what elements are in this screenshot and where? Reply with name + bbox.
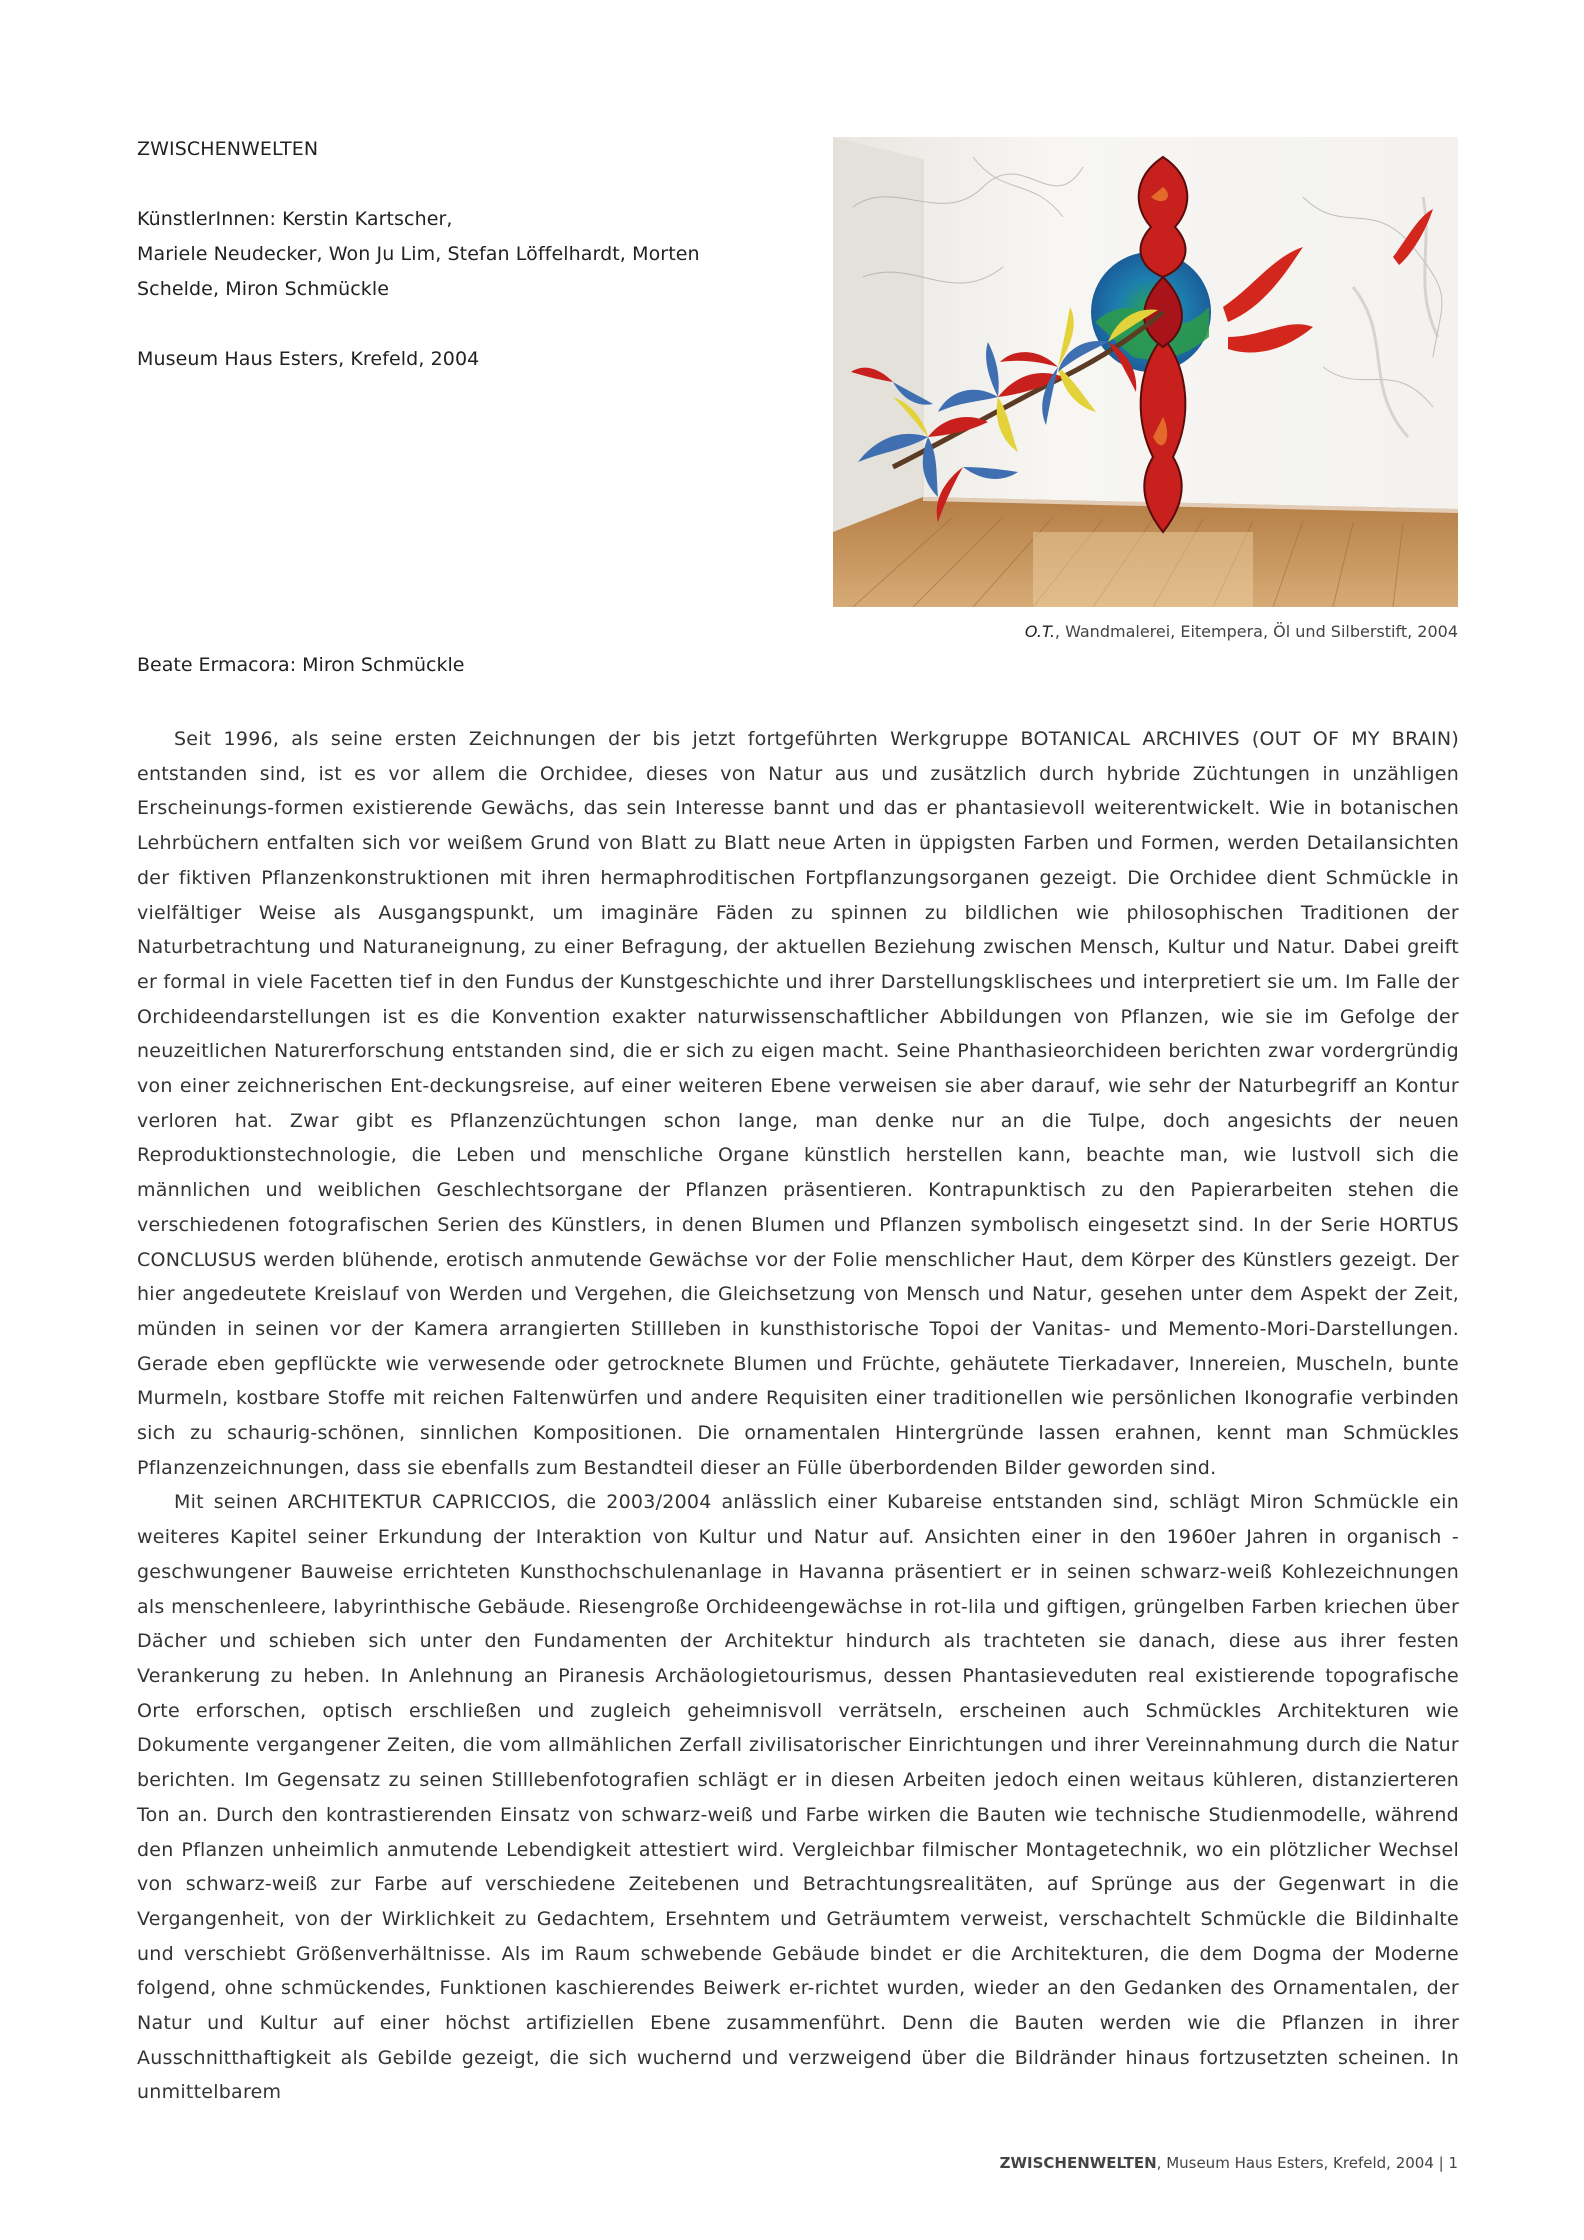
caption-details: , Wandmalerei, Eitempera, Öl und Silberstift, 2004 xyxy=(1054,622,1458,641)
artists-line-1: KünstlerInnen: Kerstin Kartscher, xyxy=(137,208,453,230)
footer-publication: ZWISCHENWELTEN xyxy=(999,2154,1157,2172)
paragraph: Seit 1996, als seine ersten Zeichnungen der bis jetzt fortgeführten Werkgruppe BOTANICAL ARCHIVES (OUT OF MY BRAIN) entstanden sind, ist es vor allem die Orchidee, dieses von Natur aus und zusätzlich durch hybride Züchtungen in unzähligen Erscheinungs-formen existierende Gewächs, das sein Interesse bannt und das er phantasievoll weiterentwickelt. Wie in botanischen Lehrbüchern entfalten sich vor weißem Grund von Blatt zu Blatt neue Arten in üppigsten Farben und Formen, werden Detailansichten der fiktiven Pflanzenkonstruktionen mit ihren hermaphroditischen Fortpflanzungsorganen gezeigt. Die Orchidee dient Schmückle in vielfältiger Weise als Ausgangspunkt, um imaginäre Fäden zu spinnen zu bildlichen wie philosophischen Traditionen der Naturbetrachtung und Naturaneignung, zu einer Befragung, der aktuellen Beziehung zwischen Mensch, Kultur und Natur. Dabei greift er formal in viele Facetten tief in den Fundus der Kunstgeschichte und ihrer Darstellungsklischees und interpretiert sie um. Im Falle der Orchideendarstellungen ist es die Konvention exakter naturwissenschaftlicher Abbildungen von Pflanzen, wie sie im Gefolge der neuzeitlichen Naturerforschung entstanden sind, die er sich zu eigen macht. Seine Phanthasieorchideen berichten zwar vordergründig von einer zeichnerischen Ent-deckungsreise, auf einer weiteren Ebene verweisen sie aber darauf, wie sehr der Naturbegriff an Kontur verloren hat. Zwar gibt es Pflanzenzüchtungen schon lange, man denke nur an die Tulpe, doch angesichts der neuen Reproduktionstechnologie, die Leben und menschliche Organe künstlich herstellen kann, beachte man, wie lustvoll sich die männlichen und weiblichen Geschlechtsorgane der Pflanzen präsentieren. Kontrapunktisch zu den Papierarbeiten stehen die verschiedenen fotografischen Serien des Künstlers, in denen Blumen und Pflanzen symbolisch eingesetzt sind. In der Serie HORTUS CONCLUSUS werden blühende, erotisch anmutende Gewächse vor der Folie menschlicher Haut, dem Körper des Künstlers gezeigt. Der hier angedeutete Kreislauf von Werden und Vergehen, die Gleichsetzung von Mensch und Natur, gesehen unter dem Aspekt der Zeit, münden in seinen vor der Kamera arrangierten Stillleben in kunsthistorische Topoi der Vanitas- und Memento-Mori-Darstellungen. Gerade eben gepflückte wie verwesende oder getrocknete Blumen und Früchte, gehäutete Tierkadaver, Innereien, Muscheln, bunte Murmeln, kostbare Stoffe mit reichen Faltenwürfen und andere Requisiten einer traditionellen wie persönlichen Ikonografie verbinden sich zu schaurig-schönen, sinnlichen Kompositionen. Die ornamentalen Hintergründe lassen erahnen, kennt man Schmückles Pflanzenzeichnungen, dass sie ebenfalls zum Bestandteil dieser an Fülle überbordenden Bilder geworden sind. xyxy=(137,728,1459,1479)
article-body xyxy=(137,722,1459,2110)
artwork-photo xyxy=(833,137,1458,607)
caption-title: O.T. xyxy=(1024,622,1055,641)
artists-line-2: Mariele Neudecker, Won Ju Lim, Stefan Löffelhardt, Morten xyxy=(137,243,700,265)
figure-caption xyxy=(1025,622,1458,641)
footer-details: , Museum Haus Esters, Krefeld, 2004 | 1 xyxy=(1156,2154,1458,2172)
exhibition-title: ZWISCHENWELTEN xyxy=(137,138,319,160)
article-author-heading: Beate Ermacora: Miron Schmückle xyxy=(137,654,465,676)
artists-line-3: Schelde, Miron Schmückle xyxy=(137,278,390,300)
exhibition-header xyxy=(137,132,737,377)
wall-painting-image xyxy=(833,137,1458,607)
exhibition-venue: Museum Haus Esters, Krefeld, 2004 xyxy=(137,348,480,370)
paragraph: Mit seinen ARCHITEKTUR CAPRICCIOS, die 2003/2004 anlässlich einer Kubareise entstanden sind, schlägt Miron Schmückle ein weiteres Kapitel seiner Erkundung der Interaktion von Kultur und Natur auf. Ansichten einer in den 1960er Jahren in organisch - geschwungener Bauweise errichteten Kunsthochschulenanlage in Havanna präsentiert er in seinen schwarz-weiß Kohlezeichnungen als menschenleere, labyrinthische Gebäude. Riesengroße Orchideengewächse in rot-lila und giftigen, grüngelben Farben kriechen über Dächer und schieben sich unter den Fundamenten der Architektur hindurch als trachteten sie danach, diese aus ihrer festen Verankerung zu heben. In Anlehnung an Piranesis Archäologietourismus, dessen Phantasieveduten real existierende topografische Orte erforschen, optisch erschließen und zugleich geheimnisvoll verrätseln, erscheinen auch Schmückles Architekturen wie Dokumente vergangener Zeiten, die vom allmählichen Zerfall zivilisatorischer Einrichtungen und ihrer Vereinnahmung durch die Natur berichten. Im Gegensatz zu seinen Stilllebenfotografien schlägt er in diesen Arbeiten jedoch einen weitaus kühleren, distanzierteren Ton an. Durch den kontrastierenden Einsatz von schwarz-weiß und Farbe wirken die Bauten wie technische Studienmodelle, während den Pflanzen unheimlich anmutende Lebendigkeit attestiert wird. Vergleichbar filmischer Montagetechnik, wo ein plötzlicher Wechsel von schwarz-weiß zur Farbe auf verschiedene Zeitebenen und Betrachtungsrealitäten, auf Sprünge aus der Gegenwart in die Vergangenheit, von der Wirklichkeit zu Gedachtem, Ersehntem und Geträumtem verweist, verschachtelt Schmückle die Bildinhalte und verschiebt Größenverhältnisse. Als im Raum schwebende Gebäude bindet er die Architekturen, die dem Dogma der Moderne folgend, ohne schmückendes, Funktionen kaschierendes Beiwerk er-richtet wurden, wieder an den Gedanken des Ornamentalen, der Natur und Kultur auf einer höchst artifiziellen Ebene zusammenführt. Denn die Bauten werden wie die Pflanzen in ihrer Ausschnitthaftigkeit als Gebilde gezeigt, die sich wuchernd und verzweigend über die Bildränder hinaus fortzusetzten scheinen. In unmittelbarem xyxy=(137,1491,1459,2104)
page-footer xyxy=(1000,2154,1458,2172)
